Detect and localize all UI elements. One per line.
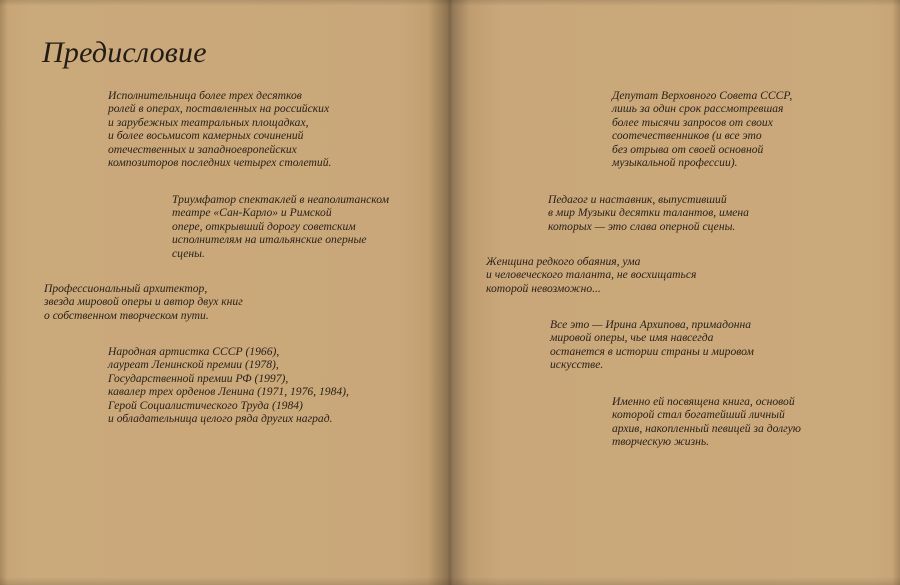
left-paragraph-1: Исполнительница более трех десятков ролей в операх, поставленных на российских и зарубежных театральных площадках, и более восьмисот камерных сочинений отечественных и западноевропейских композиторов последних четырех столетий. <box>108 89 332 170</box>
left-paragraph-2: Триумфатор спектаклей в неаполитанском театре «Сан-Карло» и Римской опере, открывший дорогу советским исполнителям на итальянские оперные сцены. <box>172 193 389 260</box>
left-paragraph-3: Профессиональный архитектор, звезда мировой оперы и автор двух книг о собственном творческом пути. <box>44 282 243 322</box>
page-title: Предисловие <box>42 36 207 69</box>
right-paragraph-1: Депутат Верховного Совета СССР, лишь за один срок рассмотревшая более тысячи запросов от своих соотечественников (и все это без отрыва от своей основной музыкальной профессии). <box>612 89 793 170</box>
right-paragraph-4: Все это — Ирина Архипова, примадонна мировой оперы, чье имя навсегда останется в истории страны и мировом искусстве. <box>550 318 754 372</box>
right-paragraph-5: Именно ей посвящена книга, основой которой стал богатейший личный архив, накопленный певицей за долгую творческую жизнь. <box>612 395 801 449</box>
left-paragraph-4: Народная артистка СССР (1966), лауреат Ленинской премии (1978), Государственной премии РФ (1997), кавалер трех орденов Ленина (1971, 1976, 1984), Герой Социалистического Труда (1984) и обладательница целого ряда других наград. <box>108 345 349 426</box>
right-paragraph-3: Женщина редкого обаяния, ума и человеческого таланта, не восхищаться которой невозможно... <box>486 255 697 295</box>
page-bottom-shadow <box>0 577 900 585</box>
page-top-shadow <box>0 0 900 6</box>
right-paragraph-2: Педагог и наставник, выпустивший в мир Музыки десятки талантов, имена которых — это слава оперной сцены. <box>548 193 749 233</box>
